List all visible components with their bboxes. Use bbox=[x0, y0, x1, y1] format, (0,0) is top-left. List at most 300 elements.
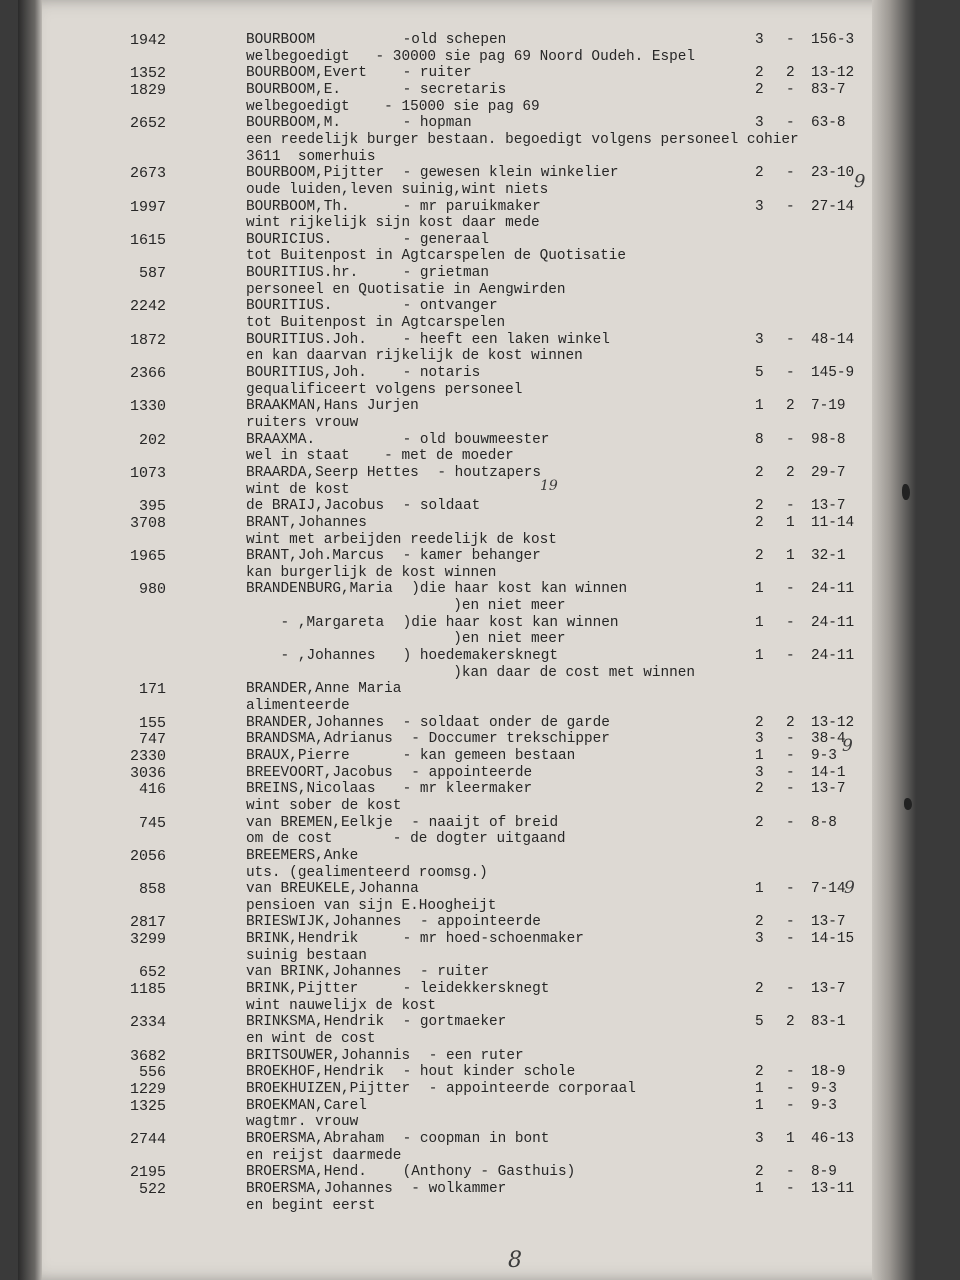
entry-description: - heeft een laken winkel bbox=[402, 331, 610, 348]
entry-continuation bbox=[18, 282, 918, 299]
entry-remark: en reijst daarmede bbox=[246, 1147, 402, 1164]
entry-count-1: 3 bbox=[755, 731, 764, 748]
entry-number: 747 bbox=[138, 731, 166, 749]
entry-remark: wint de kost bbox=[246, 481, 350, 498]
entry-count-1: 1 bbox=[755, 881, 764, 898]
entry-description: - soldaat onder de garde bbox=[402, 714, 610, 731]
ink-mark bbox=[904, 798, 912, 810]
entry-name: BREEMERS,Anke bbox=[246, 847, 359, 864]
entry-description: )die haar kost kan winnen bbox=[402, 614, 619, 631]
entry-number: 858 bbox=[138, 881, 166, 899]
entry-line bbox=[18, 332, 918, 349]
entry-number: 1829 bbox=[129, 81, 166, 99]
entry-continuation bbox=[18, 1114, 918, 1131]
entry-count-2: - bbox=[786, 32, 795, 48]
entry-line bbox=[18, 199, 918, 216]
entry-name: BRINK,Pijtter bbox=[246, 981, 359, 998]
entry-count-2: - bbox=[786, 747, 795, 764]
entry-count-2: - bbox=[786, 431, 795, 448]
handwritten-note: 9 bbox=[842, 736, 853, 756]
entry-amount: 24-11 bbox=[811, 581, 855, 598]
entry-line bbox=[18, 781, 918, 798]
entry-remark: een reedelijk burger bestaan. begoedigt volgens personeel cohier bbox=[246, 131, 799, 148]
entry-amount: 83-7 bbox=[811, 81, 846, 98]
entry-count-2: - bbox=[786, 581, 795, 598]
entry-description: - wolkammer bbox=[411, 1180, 507, 1197]
entry-line bbox=[18, 498, 918, 515]
entry-count-2: - bbox=[786, 981, 795, 998]
entry-line bbox=[18, 1064, 918, 1081]
entry-number: 171 bbox=[138, 681, 166, 699]
entry-count-1: 2 bbox=[755, 1164, 764, 1181]
entry-description: - appointeerde corporaal bbox=[428, 1080, 636, 1097]
entry-count-1: 1 bbox=[755, 1097, 764, 1114]
entry-amount: 9-3 bbox=[811, 1097, 837, 1114]
entry-remark: tot Buitenpost in Agtcarspelen de Quotisatie bbox=[246, 248, 626, 265]
entry-name: BRINK,Hendrik bbox=[246, 931, 359, 948]
entry-name: BOURITIUS,Joh. bbox=[246, 365, 367, 381]
entry-line bbox=[18, 848, 918, 865]
entry-line bbox=[18, 465, 918, 482]
entry-number: 745 bbox=[138, 814, 166, 832]
entry-description: - ruiter bbox=[402, 65, 472, 82]
entry-remark: oude luiden,leven suinig,wint niets bbox=[246, 181, 549, 198]
entry-amount: 145-9 bbox=[811, 365, 855, 381]
entry-number: 1330 bbox=[129, 398, 166, 416]
entry-number: 587 bbox=[138, 265, 166, 283]
entry-line bbox=[18, 548, 918, 565]
entry-number: 3708 bbox=[129, 514, 166, 532]
entry-number: 3036 bbox=[129, 764, 166, 782]
entry-continuation bbox=[18, 831, 918, 848]
entry-amount: 32-1 bbox=[811, 548, 846, 565]
entry-amount: 9-3 bbox=[811, 1080, 837, 1097]
ink-mark bbox=[902, 484, 910, 500]
entry-line bbox=[18, 715, 918, 732]
entry-number: 980 bbox=[138, 581, 166, 599]
entry-continuation bbox=[18, 1148, 918, 1165]
entry-remark: wel in staat - met de moeder bbox=[246, 448, 514, 465]
entry-description: - een ruter bbox=[428, 1047, 524, 1064]
entry-count-1: 2 bbox=[755, 914, 764, 931]
entry-continuation bbox=[18, 665, 918, 682]
entry-amount: 18-9 bbox=[811, 1064, 846, 1081]
entry-count-2: - bbox=[786, 1180, 795, 1197]
entry-line bbox=[18, 881, 918, 898]
entry-continuation bbox=[18, 1198, 918, 1215]
entry-count-2: - bbox=[786, 764, 795, 781]
entry-amount: 38-4 bbox=[811, 731, 846, 748]
entry-number: 1965 bbox=[129, 548, 166, 566]
entry-name: BRIESWIJK,Johannes bbox=[246, 914, 402, 931]
entry-number: 3299 bbox=[129, 931, 166, 949]
entry-number: 2330 bbox=[129, 747, 166, 765]
entry-remark: om de cost - de dogter uitgaand bbox=[246, 831, 566, 848]
entry-name: BRAUX,Pierre bbox=[246, 747, 350, 764]
entry-description: - gewesen klein winkelier bbox=[402, 165, 619, 182]
entry-name: BROEKHUIZEN,Pijtter bbox=[246, 1080, 411, 1097]
entry-continuation bbox=[18, 448, 918, 465]
entry-count-1: 3 bbox=[755, 331, 764, 348]
entry-number: 2334 bbox=[129, 1014, 166, 1032]
entry-count-1: 5 bbox=[755, 1014, 764, 1031]
entry-continuation bbox=[18, 865, 918, 882]
entry-count-1: 1 bbox=[755, 648, 764, 665]
entry-continuation bbox=[18, 598, 918, 615]
entry-count-1: 2 bbox=[755, 464, 764, 481]
entry-number: 1185 bbox=[129, 981, 166, 999]
entry-continuation bbox=[18, 698, 918, 715]
entry-count-2: - bbox=[786, 931, 795, 948]
entry-continuation bbox=[18, 565, 918, 582]
entry-count-1: 1 bbox=[755, 614, 764, 631]
entry-name: BRAAXMA. bbox=[246, 431, 316, 448]
entry-line bbox=[18, 365, 918, 382]
entry-count-1: 1 bbox=[755, 747, 764, 764]
entry-name: BOURBOOM,E. bbox=[246, 81, 341, 98]
entry-remark: wint rijkelijk sijn kost daar mede bbox=[246, 215, 540, 232]
entry-count-1: 2 bbox=[755, 65, 764, 82]
entry-amount: 8-8 bbox=[811, 814, 837, 831]
entry-description: - mr paruikmaker bbox=[402, 198, 541, 215]
entry-amount: 13-11 bbox=[811, 1180, 855, 1197]
entry-number: 2195 bbox=[129, 1164, 166, 1182]
entry-name: BOURITIUS.Joh. bbox=[246, 331, 367, 348]
entry-name: BROEKMAN,Carel bbox=[246, 1097, 367, 1114]
entry-remark: kan burgerlijk de kost winnen bbox=[246, 564, 497, 581]
entry-continuation bbox=[18, 149, 918, 166]
handwritten-note: 19 bbox=[540, 478, 558, 494]
entry-amount: 23-10 bbox=[811, 165, 855, 182]
entry-name: BOURBOOM,Evert bbox=[246, 65, 367, 82]
entry-amount: 24-11 bbox=[811, 614, 855, 631]
entry-description: - ontvanger bbox=[402, 298, 498, 315]
entry-continuation bbox=[18, 532, 918, 549]
entry-name: BOURITIUS.hr. bbox=[246, 265, 359, 282]
entry-description: - notaris bbox=[402, 365, 481, 381]
entry-line bbox=[18, 1014, 918, 1031]
entry-name: BOURBOOM bbox=[246, 32, 316, 48]
entry-number: 2056 bbox=[129, 847, 166, 865]
entry-continuation bbox=[18, 382, 918, 399]
entry-amount: 13-7 bbox=[811, 914, 846, 931]
entry-line bbox=[18, 1181, 918, 1198]
entry-remark: alimenteerde bbox=[246, 698, 350, 714]
entry-name: BRAARDA,Seerp Hettes bbox=[246, 464, 419, 481]
entry-amount: 7-14 bbox=[811, 881, 846, 898]
entry-remark: wagtmr. vrouw bbox=[246, 1114, 359, 1131]
entry-description: - mr kleermaker bbox=[402, 781, 533, 798]
entry-count-1: 2 bbox=[755, 981, 764, 998]
entry-number: 155 bbox=[138, 714, 166, 732]
entry-number: 1615 bbox=[129, 231, 166, 249]
entry-count-1: 3 bbox=[755, 1130, 764, 1147]
entry-continuation bbox=[18, 798, 918, 815]
entry-number: 652 bbox=[138, 964, 166, 982]
entry-amount: 48-14 bbox=[811, 331, 855, 348]
entry-name: BROEKHOF,Hendrik bbox=[246, 1064, 385, 1081]
entry-line bbox=[18, 1164, 918, 1181]
entry-number: 1229 bbox=[129, 1080, 166, 1098]
entry-line bbox=[18, 515, 918, 532]
entry-count-2: - bbox=[786, 881, 795, 898]
entry-count-2: - bbox=[786, 1064, 795, 1081]
entry-description: - grietman bbox=[402, 265, 489, 282]
entry-count-2: - bbox=[786, 365, 795, 381]
entry-amount: 13-7 bbox=[811, 981, 846, 998]
entry-continuation bbox=[18, 998, 918, 1015]
entry-continuation bbox=[18, 898, 918, 915]
entry-amount: 8-9 bbox=[811, 1164, 837, 1181]
entry-continuation bbox=[18, 315, 918, 332]
entry-amount: 9-3 bbox=[811, 747, 837, 764]
entry-continuation bbox=[18, 415, 918, 432]
entry-count-1: 3 bbox=[755, 115, 764, 132]
entry-count-2: - bbox=[786, 1097, 795, 1114]
entry-name: BRANDSMA,Adrianus bbox=[246, 731, 393, 748]
entry-number: 1352 bbox=[129, 65, 166, 83]
entry-name: BOURITIUS. bbox=[246, 298, 333, 315]
entry-line bbox=[18, 398, 918, 415]
entry-remark: 3611 somerhuis bbox=[246, 148, 376, 165]
entry-line bbox=[18, 165, 918, 182]
entry-name: BRANT,Johannes bbox=[246, 514, 367, 531]
entry-remark: ruiters vrouw bbox=[246, 414, 359, 431]
entry-description: - generaal bbox=[402, 231, 489, 248]
entry-line bbox=[18, 964, 918, 981]
entry-amount: 13-12 bbox=[811, 65, 855, 82]
entry-line bbox=[18, 265, 918, 282]
entry-continuation bbox=[18, 99, 918, 116]
entry-name: BROERSMA,Abraham bbox=[246, 1130, 385, 1147]
entry-number: 395 bbox=[138, 498, 166, 516]
entry-number: 2366 bbox=[129, 365, 166, 382]
entry-description: - naaijt of breid bbox=[411, 814, 559, 831]
entry-count-1: 2 bbox=[755, 781, 764, 798]
entry-description: - Doccumer trekschipper bbox=[411, 731, 610, 748]
entry-count-2: - bbox=[786, 914, 795, 931]
entry-number: 1325 bbox=[129, 1097, 166, 1115]
entry-line bbox=[18, 32, 918, 49]
entry-count-2: - bbox=[786, 331, 795, 348]
entry-amount: 98-8 bbox=[811, 431, 846, 448]
entry-continuation bbox=[18, 248, 918, 265]
entry-amount: 24-11 bbox=[811, 648, 855, 665]
entry-name: BRINKSMA,Hendrik bbox=[246, 1014, 385, 1031]
entry-count-2: - bbox=[786, 81, 795, 98]
entry-line bbox=[18, 815, 918, 832]
entry-line bbox=[18, 232, 918, 249]
entry-remark: en begint eerst bbox=[246, 1197, 376, 1214]
entry-description: (Anthony - Gasthuis) bbox=[402, 1164, 576, 1181]
entry-remark: wint sober de kost bbox=[246, 797, 402, 814]
entry-continuation bbox=[18, 1031, 918, 1048]
entry-amount: 11-14 bbox=[811, 514, 855, 531]
entry-description: - ruiter bbox=[420, 964, 490, 981]
entry-number: 2673 bbox=[129, 165, 166, 183]
entry-number: 2817 bbox=[129, 914, 166, 932]
entry-amount: 7-19 bbox=[811, 398, 846, 415]
entry-line bbox=[18, 82, 918, 99]
entry-name: BRITSOUWER,Johannis bbox=[246, 1047, 411, 1064]
entry-count-1: 2 bbox=[755, 514, 764, 531]
entry-count-1: 3 bbox=[755, 931, 764, 948]
handwritten-note: 9 bbox=[844, 878, 855, 898]
entry-count-1: 5 bbox=[755, 365, 764, 381]
entry-remark: suinig bestaan bbox=[246, 947, 367, 964]
entry-line bbox=[18, 581, 918, 598]
entry-count-2: - bbox=[786, 648, 795, 665]
entry-name: BROERSMA,Hend. bbox=[246, 1164, 367, 1181]
entry-count-2: - bbox=[786, 814, 795, 831]
entry-number: 522 bbox=[138, 1180, 166, 1198]
entry-description: -old schepen bbox=[402, 32, 507, 48]
entry-remark: tot Buitenpost in Agtcarspelen bbox=[246, 315, 506, 332]
document-page bbox=[18, 0, 916, 1280]
entry-number: 1073 bbox=[129, 464, 166, 482]
entry-line bbox=[18, 298, 918, 315]
entry-count-1: 2 bbox=[755, 814, 764, 831]
entry-number: 202 bbox=[138, 431, 166, 449]
entry-count-2: 2 bbox=[786, 398, 795, 415]
entry-count-2: - bbox=[786, 731, 795, 748]
entry-line bbox=[18, 914, 918, 931]
entry-remark: welbegoedigt - 30000 sie pag 69 Noord Oudeh. Espel bbox=[246, 48, 696, 65]
entry-count-1: 1 bbox=[755, 1180, 764, 1197]
entry-name: de BRAIJ,Jacobus bbox=[246, 498, 385, 515]
entry-description: ) hoedemakersknegt bbox=[402, 648, 559, 665]
entry-amount: 13-12 bbox=[811, 714, 855, 731]
entry-name: - ,Johannes bbox=[246, 648, 376, 665]
entry-number: 2242 bbox=[129, 298, 166, 316]
entry-name: - ,Margareta bbox=[246, 614, 385, 631]
entry-count-1: 2 bbox=[755, 81, 764, 98]
entry-name: van BREMEN,Eelkje bbox=[246, 814, 393, 831]
entry-name: BREEVOORT,Jacobus bbox=[246, 764, 393, 781]
entry-description: - houtzapers bbox=[437, 464, 542, 481]
entry-name: BROERSMA,Johannes bbox=[246, 1180, 393, 1197]
entry-name: BRANDENBURG,Maria bbox=[246, 581, 393, 598]
entry-count-2: - bbox=[786, 614, 795, 631]
entry-continuation bbox=[18, 948, 918, 965]
entry-remark: pensioen van sijn E.Hoogheijt bbox=[246, 897, 497, 914]
entry-description: - coopman in bont bbox=[402, 1130, 550, 1147]
entry-count-2: 1 bbox=[786, 514, 795, 531]
entry-remark: )en niet meer bbox=[246, 598, 566, 615]
entry-continuation bbox=[18, 631, 918, 648]
entry-line bbox=[18, 765, 918, 782]
entry-remark: uts. (gealimenteerd roomsg.) bbox=[246, 864, 488, 881]
entry-count-2: 1 bbox=[786, 1130, 795, 1147]
entry-name: van BREUKELE,Johanna bbox=[246, 881, 419, 898]
entry-description: - soldaat bbox=[402, 498, 481, 515]
handwritten-note: 9 bbox=[854, 171, 866, 192]
entry-count-1: 2 bbox=[755, 1064, 764, 1081]
entry-continuation bbox=[18, 182, 918, 199]
entry-description: - kan gemeen bestaan bbox=[402, 747, 576, 764]
entry-description: - old bouwmeester bbox=[402, 431, 550, 448]
entry-name: BRANT,Joh.Marcus bbox=[246, 548, 385, 565]
entry-count-2: - bbox=[786, 1080, 795, 1097]
entry-number: 2744 bbox=[129, 1130, 166, 1148]
entry-remark: en wint de cost bbox=[246, 1031, 376, 1047]
entry-count-2: 1 bbox=[786, 548, 795, 565]
entry-line bbox=[18, 432, 918, 449]
entry-amount: 14-15 bbox=[811, 931, 855, 948]
entry-count-2: - bbox=[786, 198, 795, 215]
entry-description: )die haar kost kan winnen bbox=[411, 581, 628, 598]
entry-description: - secretaris bbox=[402, 81, 507, 98]
entry-name: van BRINK,Johannes bbox=[246, 964, 402, 981]
entry-count-1: 2 bbox=[755, 548, 764, 565]
entry-name: BRANDER,Johannes bbox=[246, 714, 385, 731]
entry-count-1: 2 bbox=[755, 165, 764, 182]
entry-line bbox=[18, 981, 918, 998]
entry-line bbox=[18, 1131, 918, 1148]
entry-description: - hout kinder schole bbox=[402, 1064, 576, 1081]
entry-count-1: 1 bbox=[755, 398, 764, 415]
entry-description: - kamer behanger bbox=[402, 548, 541, 565]
entry-amount: 83-1 bbox=[811, 1014, 846, 1031]
entry-continuation bbox=[18, 482, 918, 499]
entry-line bbox=[18, 648, 918, 665]
entry-line bbox=[18, 731, 918, 748]
entry-remark: personeel en Quotisatie in Aengwirden bbox=[246, 281, 566, 298]
entry-amount: 63-8 bbox=[811, 115, 846, 132]
entry-line bbox=[18, 1098, 918, 1115]
entry-count-1: 1 bbox=[755, 1080, 764, 1097]
entry-amount: 14-1 bbox=[811, 764, 846, 781]
entry-remark: en kan daarvan rijkelijk de kost winnen bbox=[246, 348, 583, 365]
entry-amount: 29-7 bbox=[811, 464, 846, 481]
entry-remark: )en niet meer bbox=[246, 631, 566, 648]
entry-count-1: 2 bbox=[755, 498, 764, 515]
entry-count-1: 1 bbox=[755, 581, 764, 598]
entry-count-2: - bbox=[786, 1164, 795, 1181]
entry-count-2: 2 bbox=[786, 1014, 795, 1031]
entry-number: 1872 bbox=[129, 331, 166, 349]
entry-continuation bbox=[18, 348, 918, 365]
entry-line bbox=[18, 748, 918, 765]
entry-amount: 27-14 bbox=[811, 198, 855, 215]
entry-name: BOURBOOM,Pijtter bbox=[246, 165, 385, 182]
entry-count-2: 2 bbox=[786, 464, 795, 481]
entry-name: BOURBOOM,Th. bbox=[246, 198, 350, 215]
entry-count-2: 2 bbox=[786, 65, 795, 82]
entry-line bbox=[18, 681, 918, 698]
entry-count-1: 8 bbox=[755, 431, 764, 448]
entry-remark: wint met arbeijden reedelijk de kost bbox=[246, 531, 557, 548]
entry-name: BREINS,Nicolaas bbox=[246, 781, 376, 798]
entry-name: BRANDER,Anne Maria bbox=[246, 681, 402, 698]
entry-description: - gortmaeker bbox=[402, 1014, 507, 1031]
entry-count-1: 3 bbox=[755, 198, 764, 215]
entry-count-2: - bbox=[786, 115, 795, 132]
entry-number: 2652 bbox=[129, 115, 166, 133]
entry-count-2: - bbox=[786, 498, 795, 515]
entry-line bbox=[18, 1081, 918, 1098]
entry-remark: welbegoedigt - 15000 sie pag 69 bbox=[246, 98, 540, 115]
entry-name: BOURICIUS. bbox=[246, 231, 333, 248]
entry-number: 1942 bbox=[129, 32, 166, 49]
entry-count-1: 3 bbox=[755, 32, 764, 48]
entry-continuation bbox=[18, 215, 918, 232]
entry-description: - leidekkersknegt bbox=[402, 981, 550, 998]
entry-remark: wint nauwelijx de kost bbox=[246, 997, 436, 1014]
page-number: 8 bbox=[508, 1248, 522, 1273]
entry-number: 1997 bbox=[129, 198, 166, 216]
entry-name: BOURBOOM,M. bbox=[246, 115, 341, 132]
